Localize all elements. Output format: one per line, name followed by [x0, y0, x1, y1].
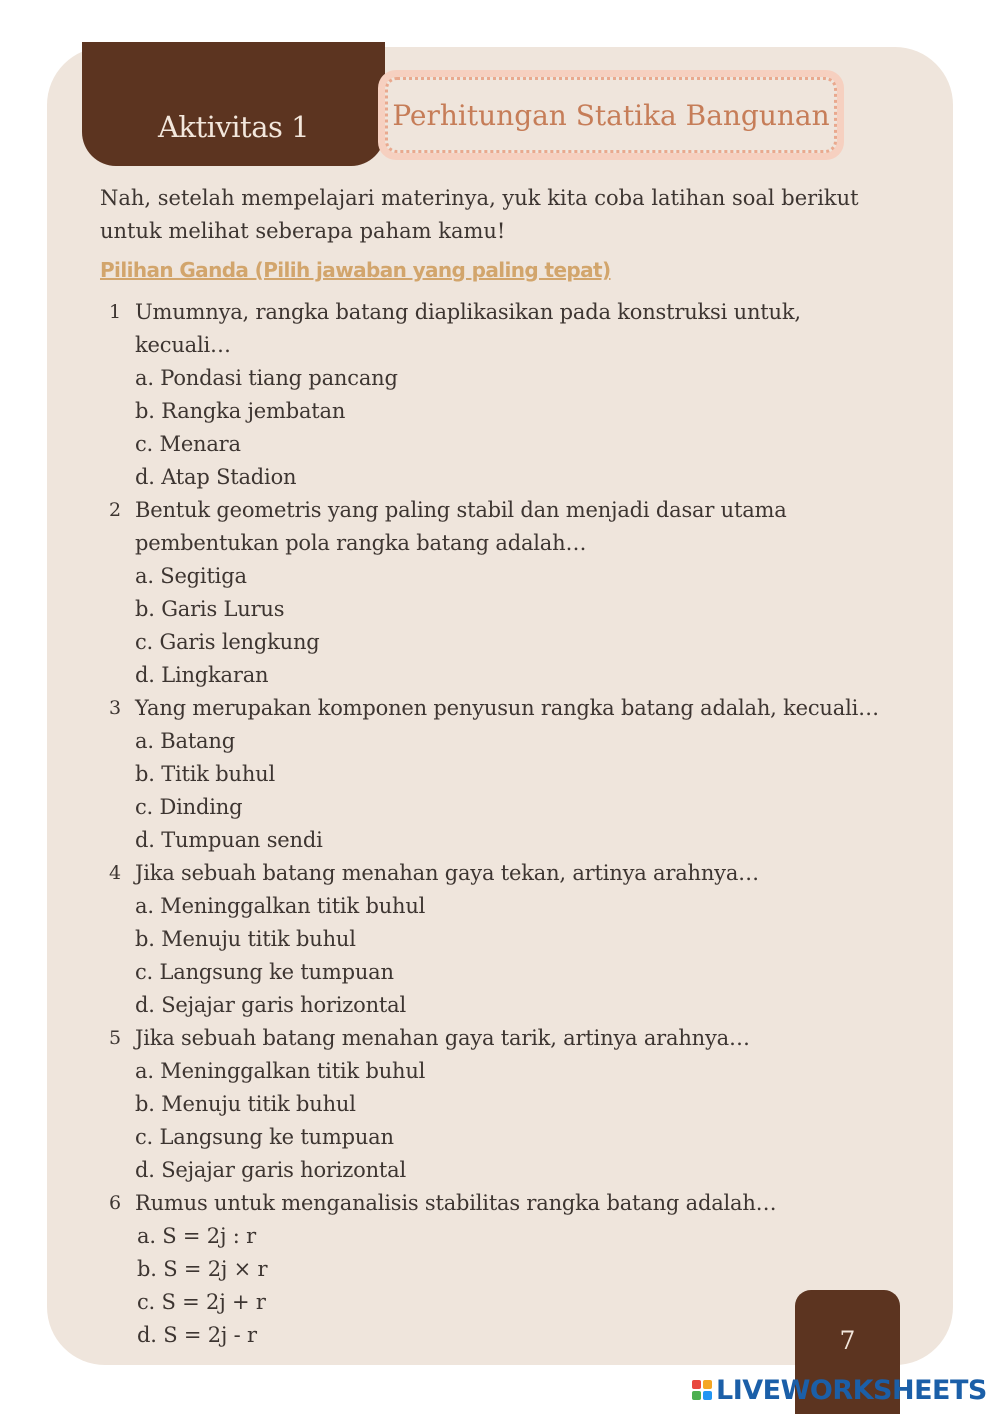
question-text: Rumus untuk menganalisis stabilitas rangka batang adalah… [135, 1191, 777, 1215]
option-d[interactable]: d. Tumpuan sendi [135, 828, 323, 852]
option-a[interactable]: a. Segitiga [135, 564, 247, 588]
question-text: Jika sebuah batang menahan gaya tarik, artinya arahnya… [135, 1026, 750, 1050]
question-text: Yang merupakan komponen penyusun rangka batang adalah, kecuali… [135, 696, 879, 720]
question-1 [100, 296, 900, 494]
question-text: Bentuk geometris yang paling stabil dan menjadi dasar utama pembentukan pola rangka batang adalah… [135, 498, 787, 555]
question-text: Umumnya, rangka batang diaplikasikan pada konstruksi untuk, kecuali… [135, 300, 801, 357]
option-a[interactable]: a. Batang [135, 729, 235, 753]
question-5 [100, 1022, 900, 1187]
option-b[interactable]: b. Titik buhul [135, 762, 276, 786]
liveworksheets-icon [692, 1380, 712, 1400]
liveworksheets-logo [692, 1374, 987, 1406]
option-a[interactable]: a. Pondasi tiang pancang [135, 366, 398, 390]
intro-text: Nah, setelah mempelajari materinya, yuk kita coba latihan soal berikut untuk melihat seberapa paham kamu! [100, 186, 859, 243]
activity-tab [82, 42, 385, 166]
watermark-text: LIVEWORKSHEETS [716, 1374, 987, 1406]
option-b[interactable]: b. Rangka jembatan [135, 399, 346, 423]
question-number: 4 [109, 862, 122, 884]
option-a[interactable]: a. S = 2j : r [137, 1224, 256, 1248]
option-d[interactable]: d. Atap Stadion [135, 465, 297, 489]
option-c[interactable]: c. Garis lengkung [135, 630, 320, 654]
option-d[interactable]: d. Sejajar garis horizontal [135, 993, 406, 1017]
question-text: Jika sebuah batang menahan gaya tekan, artinya arahnya… [135, 861, 759, 885]
title-banner-inner [385, 77, 837, 153]
option-d[interactable]: d. Sejajar garis horizontal [135, 1158, 406, 1182]
question-6 [100, 1187, 900, 1352]
question-number: 5 [109, 1027, 122, 1049]
question-2 [100, 494, 900, 692]
question-number: 3 [109, 697, 122, 719]
question-number: 6 [109, 1192, 122, 1214]
question-number: 1 [109, 301, 122, 323]
page-number: 7 [839, 1326, 856, 1355]
option-d[interactable]: d. Lingkaran [135, 663, 269, 687]
option-b[interactable]: b. S = 2j × r [137, 1257, 268, 1281]
question-3 [100, 692, 900, 857]
question-list [100, 296, 900, 1352]
section-heading: Pilihan Ganda (Pilih jawaban yang paling tepat) [100, 258, 611, 282]
option-c[interactable]: c. Menara [135, 432, 241, 456]
activity-label: Aktivitas 1 [157, 110, 310, 144]
question-4 [100, 857, 900, 1022]
title-banner [378, 70, 844, 160]
option-b[interactable]: b. Menuju titik buhul [135, 927, 356, 951]
page-title: Perhitungan Statika Bangunan [392, 98, 830, 132]
option-c[interactable]: c. S = 2j + r [137, 1290, 266, 1314]
option-a[interactable]: a. Meninggalkan titik buhul [135, 894, 426, 918]
option-a[interactable]: a. Meninggalkan titik buhul [135, 1059, 426, 1083]
option-c[interactable]: c. Dinding [135, 795, 243, 819]
option-b[interactable]: b. Garis Lurus [135, 597, 285, 621]
option-c[interactable]: c. Langsung ke tumpuan [135, 960, 394, 984]
option-c[interactable]: c. Langsung ke tumpuan [135, 1125, 394, 1149]
question-number: 2 [109, 499, 122, 521]
option-d[interactable]: d. S = 2j - r [137, 1323, 257, 1347]
option-b[interactable]: b. Menuju titik buhul [135, 1092, 356, 1116]
